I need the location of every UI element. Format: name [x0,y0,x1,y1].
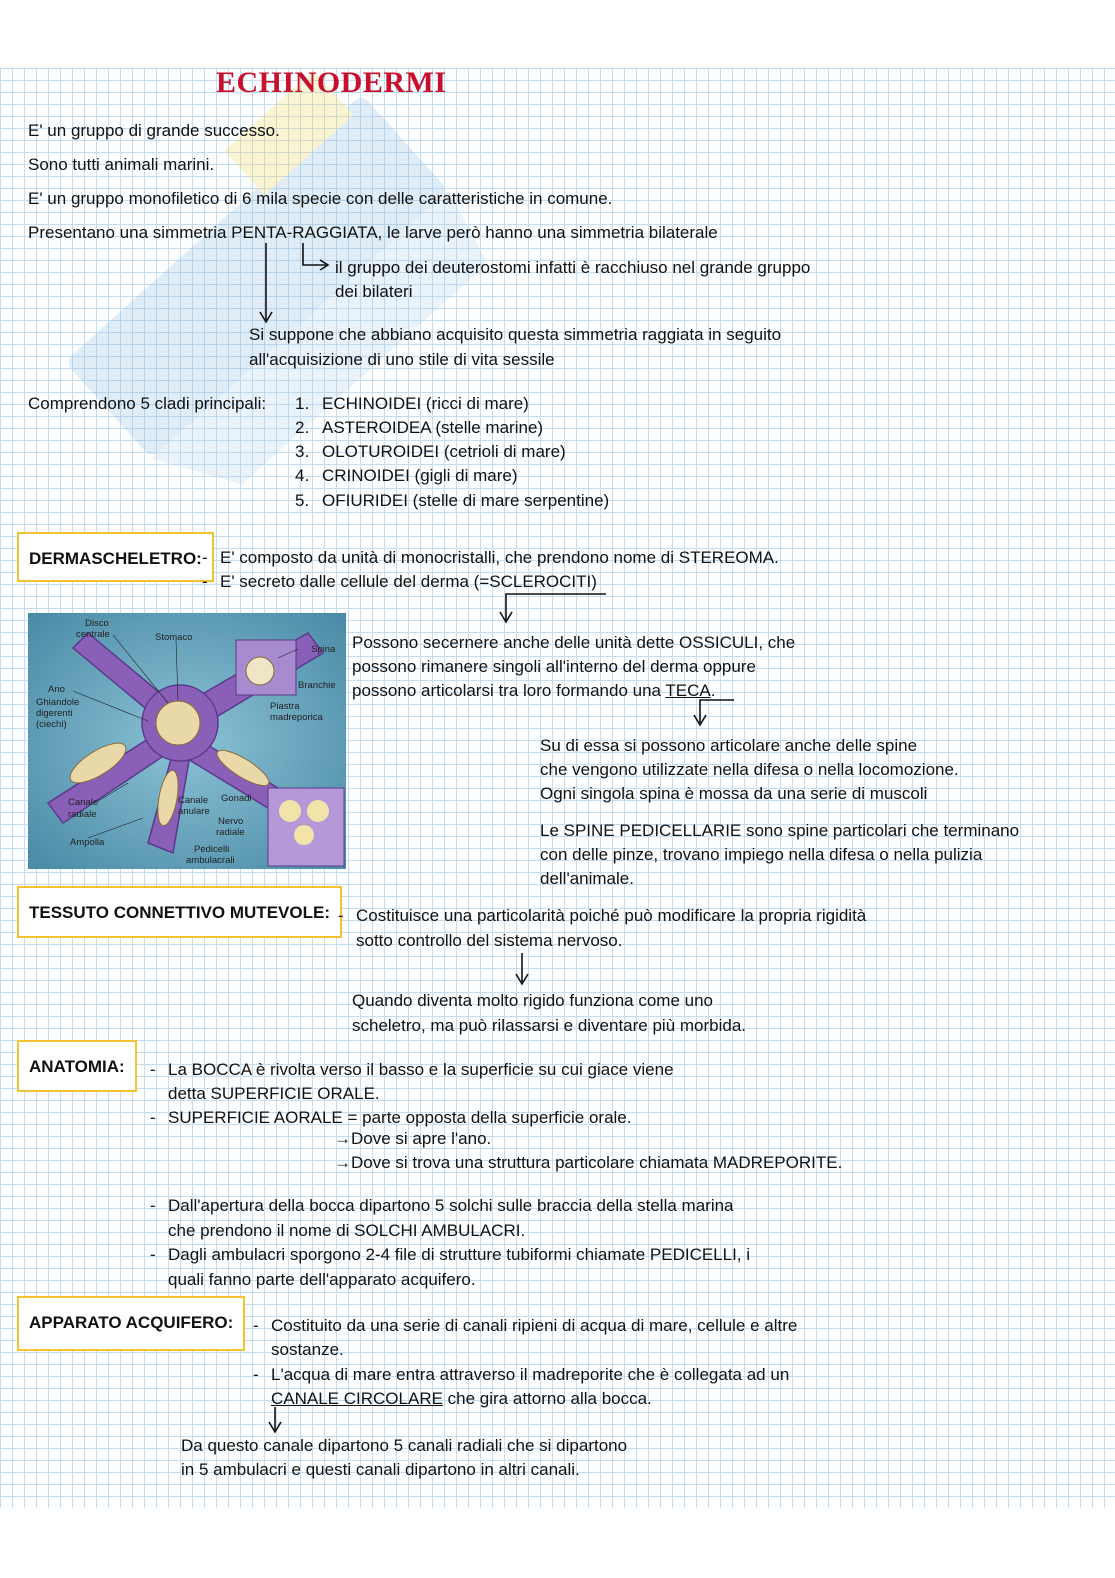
figure-label: radiale [68,809,97,820]
bullet-dash: - [150,1060,156,1079]
tessuto-result-2: scheletro, ma può rilassarsi e diventare più morbida. [352,1016,747,1035]
acquifero-point-1b: sostanze. [271,1340,344,1359]
anatomia-point-4b: quali fanno parte dell'apparato acquifero. [168,1270,476,1289]
canale-circolare-end: che gira attorno alla bocca. [442,1389,652,1408]
spine-line-3: Ogni singola spina è mossa da una serie di muscoli [540,784,928,803]
figure-label: centrale [76,629,110,640]
pedicellarie-line-1: Le SPINE PEDICELLARIE sono spine particolari che terminano [540,821,1020,840]
tessuto-result-1: Quando diventa molto rigido funziona come uno [352,991,714,1010]
bullet-dash: - [150,1196,156,1215]
spine-line-2: che vengono utilizzate nella difesa o nella locomozione. [540,760,959,779]
clade-number: 3. [295,442,310,461]
figure-label: Branchie [298,680,336,691]
intro-line-2: Sono tutti animali marini. [28,155,215,174]
figure-label: madreporica [270,712,323,723]
figure-label: digerenti [36,708,73,719]
ossicoli-line-2: possono rimanere singoli all'interno del derma oppure [352,657,756,676]
pedicellarie-line-2: con delle pinze, trovano impiego nella difesa o nella pulizia [540,845,983,864]
anatomia-point-1b: detta SUPERFICIE ORALE. [168,1084,380,1103]
acquifero-point-1a: Costituito da una serie di canali ripieni di acqua di mare, cellule e altre [271,1316,798,1335]
sessile-note-2: all'acquisizione di uno stile di vita sessile [249,350,555,369]
figure-label: (ciechi) [36,719,67,730]
anatomia-point-3b: che prendono il nome di SOLCHI AMBULACRI. [168,1221,526,1240]
figure-label: Ampolla [70,837,105,848]
anatomia-point-2a: →Dove si apre l'ano. [334,1129,492,1148]
figure-label: Nervo [218,816,244,827]
clade-item: OLOTUROIDEI (cetrioli di mare) [322,442,566,461]
tessuto-point-2: sotto controllo del sistema nervoso. [356,931,623,950]
figure-label: anulare [178,806,210,817]
tessuto-point-1: Costituisce una particolarità poiché può modificare la propria rigidità [356,906,867,925]
anatomia-point-2: SUPERFICIE AORALE = parte opposta della superficie orale. [168,1108,632,1127]
dermascheletro-heading-box: DERMASCHELETRO: [17,532,214,582]
anatomia-point-3a: Dall'apertura della bocca dipartono 5 solchi sulle braccia della stella marina [168,1196,734,1215]
figure-label: Gonadi [221,793,252,804]
bullet-dash: - [150,1245,156,1264]
anatomia-heading-box: ANATOMIA: [17,1040,137,1092]
clade-item: ASTEROIDEA (stelle marine) [322,418,544,437]
starfish-anatomy-figure [28,613,346,869]
intro-line-3: E' un gruppo monofiletico di 6 mila specie con delle caratteristiche in comune. [28,189,613,208]
clade-item: OFIURIDEI (stelle di mare serpentine) [322,491,610,510]
figure-label: radiale [216,827,245,838]
bullet-dash: - [253,1365,259,1384]
teca-term: TECA [665,681,711,700]
page-title: ECHINODERMI [216,66,447,99]
bullet-dash: - [150,1108,156,1127]
deuterostomi-note-1: il gruppo dei deuterostomi infatti è racchiuso nel grande gruppo [335,258,811,277]
figure-label: Disco [85,618,109,629]
acquifero-heading-box: APPARATO ACQUIFERO: [17,1296,245,1351]
acquifero-point-2a: L'acqua di mare entra attraverso il madreporite che è collegata ad un [271,1365,790,1384]
ossicoli-line-3 [352,679,716,703]
deuterostomi-note-2: dei bilateri [335,282,413,301]
dermascheletro-point-2: E' secreto dalle cellule del derma (=SCLEROCITI) [220,572,597,591]
figure-label: Canale [178,795,209,806]
teca-period: . [710,681,716,700]
ossicoli-line-1: Possono secernere anche delle unità dette OSSICULI, che [352,633,796,652]
figure-label: Ano [48,684,65,695]
bullet-dash: - [202,548,208,567]
figure-label: Stomaco [155,632,193,643]
figure-label: Spina [311,644,336,655]
clade-number: 5. [295,491,310,510]
tessuto-heading-box: TESSUTO CONNETTIVO MUTEVOLE: [17,886,342,938]
dermascheletro-point-1: E' composto da unità di monocristalli, che prendono nome di STEREOMA. [220,548,779,567]
anatomia-point-2b: →Dove si trova una struttura particolare chiamata MADREPORITE. [334,1153,843,1172]
pedicellarie-line-3: dell'animale. [540,869,634,888]
canale-circolare-term: CANALE CIRCOLARE [271,1389,443,1408]
bullet-dash: - [253,1316,259,1335]
acquifero-result-2: in 5 ambulacri e questi canali dipartono in altri canali. [181,1460,580,1479]
figure-label: Piastra [270,701,300,712]
clade-number: 1. [295,394,310,413]
anatomia-point-4a: Dagli ambulacri sporgono 2-4 file di strutture tubiformi chiamate PEDICELLI, i [168,1245,751,1264]
bullet-dash: - [202,572,208,591]
acquifero-point-2b [271,1387,652,1411]
ossicoli-line-3-text: possono articolarsi tra loro formando una [352,681,666,700]
spine-line-1: Su di essa si possono articolare anche delle spine [540,736,918,755]
figure-label: ambulacrali [186,855,235,866]
anatomia-point-1a: La BOCCA è rivolta verso il basso e la superficie su cui giace viene [168,1060,674,1079]
figure-label: Pedicelli [194,844,230,855]
intro-line-4: Presentano una simmetria PENTA-RAGGIATA, le larve però hanno una simmetria bilaterale [28,223,718,242]
acquifero-result-1: Da questo canale dipartono 5 canali radiali che si dipartono [181,1436,628,1455]
clade-number: 4. [295,466,310,485]
intro-line-1: E' un gruppo di grande successo. [28,121,280,140]
clade-item: CRINOIDEI (gigli di mare) [322,466,518,485]
clade-number: 2. [295,418,310,437]
figure-label: Canale [68,797,99,808]
bullet-dash: - [338,906,344,925]
clade-item: ECHINOIDEI (ricci di mare) [322,394,529,413]
figure-label: Ghiandole [36,697,80,708]
cladi-label: Comprendono 5 cladi principali: [28,394,267,413]
sessile-note-1: Si suppone che abbiano acquisito questa simmetria raggiata in seguito [249,325,782,344]
